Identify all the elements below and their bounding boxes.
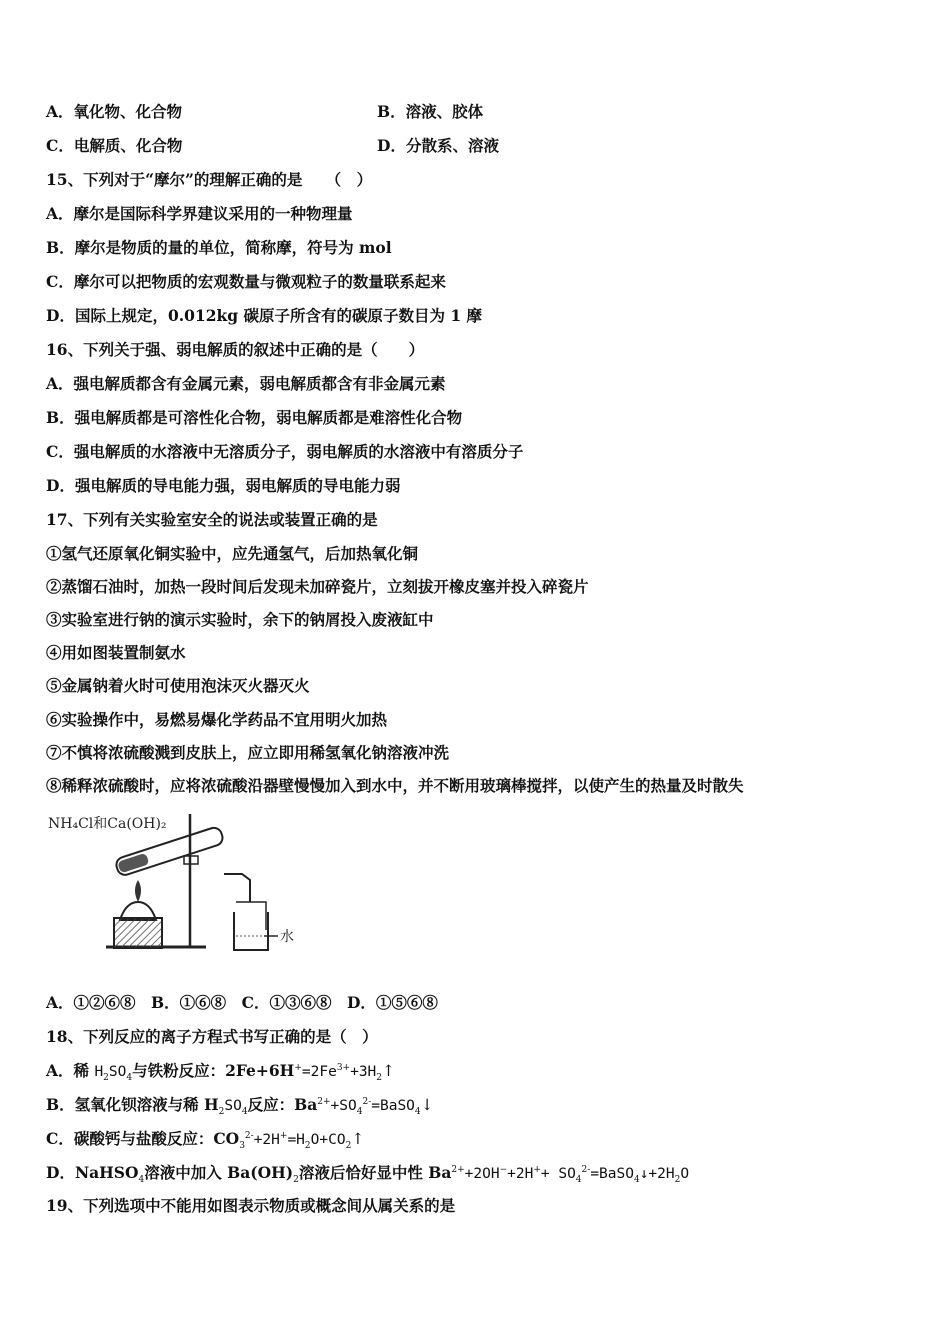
q18-option-a[interactable]: A．稀 $H_2SO_4$与铁粉反应：$2Fe+6H^+=2Fe^{3+}+3H_2↑$ — [46, 1061, 396, 1084]
q14-option-a[interactable]: A．氧化物、化合物 — [46, 102, 183, 121]
q18-c-arrow: ↑ — [351, 1130, 365, 1148]
q15-option-d[interactable]: D．国际上规定，0.012kg 碳原子所含有的碳原子数目为 1 摩 — [46, 306, 483, 325]
q18-stem: 18、下列反应的离子方程式书写正确的是（ ） — [46, 1027, 378, 1046]
q18-d-end: =BaSO — [590, 1166, 634, 1182]
q18-a-tail: =2Fe — [301, 1064, 337, 1080]
figure-reagent-label: NH₄Cl和Ca(OH)₂ — [48, 816, 167, 832]
q18-c-end: =H — [287, 1132, 305, 1148]
delivery-tube — [224, 874, 250, 902]
q18-option-c[interactable]: C．碳酸钙与盐酸反应：$CO_3^{2-}+2H^+=H_2O+CO_2↑$ — [46, 1129, 365, 1152]
q16-option-a[interactable]: A．强电解质都含有金属元素，弱电解质都含有非金属元素 — [46, 374, 446, 393]
beaker — [234, 912, 268, 950]
test-tube — [114, 826, 224, 877]
q18-d-mid4: +2H — [507, 1166, 534, 1182]
flame — [135, 880, 141, 902]
q18-c-text: C．碳酸钙与盐酸反应：CO — [46, 1129, 240, 1148]
q16-option-c[interactable]: C．强电解质的水溶液中无溶质分子，弱电解质的水溶液中有溶质分子 — [46, 442, 524, 461]
q18-a-rest: 与铁粉反应：2Fe+6H — [132, 1061, 295, 1080]
q16-stem: 16、下列关于强、弱电解质的叙述中正确的是（ ） — [46, 340, 425, 359]
q17-item: ②蒸馏石油时，加热一段时间后发现未加碎瓷片，立刻拔开橡皮塞并投入碎瓷片 — [46, 577, 589, 596]
q17-choices[interactable]: A．①②⑥⑧ B．①⑥⑧ C．①③⑥⑧ D．①⑤⑥⑧ — [46, 993, 438, 1012]
q17-item: ③实验室进行钠的演示实验时，余下的钠屑投入废液缸中 — [46, 610, 434, 629]
q17-stem: 17、下列有关实验室安全的说法或装置正确的是 — [46, 510, 378, 529]
figure-water-label: 水 — [280, 929, 294, 945]
q18-option-d[interactable]: D．NaHSO$_4$溶液中加入 $Ba(OH)_2$溶液后恰好显中性 $Ba^{2+}+2OH^-+2H^++$ $SO_4^{2-}=BaSO_4↓+2H_2O$ — [46, 1163, 690, 1186]
q18-c-mid: +2H — [253, 1132, 280, 1148]
q18-d-mid: 溶液中加入 Ba(OH) — [144, 1163, 294, 1182]
q18-d-last: O — [680, 1166, 690, 1182]
q18-option-b[interactable]: B．氢氧化钡溶液与稀 $H_2SO_4$反应：$Ba^{2+}+SO_4^{2-}=BaSO_4↓$ — [46, 1095, 434, 1118]
q18-d-text: D．NaHSO — [46, 1163, 139, 1182]
wooden-block — [114, 918, 162, 948]
q14-option-d[interactable]: D．分散系、溶液 — [377, 136, 499, 155]
q17-item: ④用如图装置制氨水 — [46, 643, 186, 662]
ammonia-apparatus-figure — [46, 810, 306, 960]
q18-a-end: +3H — [350, 1064, 377, 1080]
q15-option-a[interactable]: A．摩尔是国际科学界建议采用的一种物理量 — [46, 204, 353, 223]
q15-stem: 15、下列对于“摩尔”的理解正确的是 （ ） — [46, 170, 373, 189]
q18-d-tail: ↓+2H — [639, 1166, 675, 1182]
q18-b-mid2: +SO — [330, 1098, 357, 1114]
q16-option-b[interactable]: B．强电解质都是可溶性化合物，弱电解质都是难溶性化合物 — [46, 408, 463, 427]
q14-option-b[interactable]: B．溶液、胶体 — [377, 102, 484, 121]
q15-option-b[interactable]: B．摩尔是物质的量的单位，简称摩，符号为 mol — [46, 238, 392, 257]
q18-b-arrow: ↓ — [420, 1096, 434, 1114]
q17-item: ⑤金属钠着火时可使用泡沫灭火器灭火 — [46, 676, 310, 695]
q18-b-mid: 反应：Ba — [247, 1095, 318, 1114]
q19-stem: 19、下列选项中不能用如图表示物质或概念间从属关系的是 — [46, 1196, 456, 1215]
q18-a-formula: H — [94, 1064, 104, 1080]
q18-d-mid3: +2OH — [464, 1166, 500, 1182]
q18-a-text: A．稀 — [46, 1061, 95, 1080]
q15-option-c[interactable]: C．摩尔可以把物质的宏观数量与微观粒子的数量联系起来 — [46, 272, 446, 291]
q17-item: ①氢气还原氧化铜实验中，应先通氢气，后加热氧化铜 — [46, 544, 419, 563]
q17-item: ⑧稀释浓硫酸时，应将浓硫酸沿器壁慢慢加入到水中，并不断用玻璃棒搅拌，以使产生的热量及时散失 — [46, 776, 744, 795]
q18-c-tail: O+CO — [310, 1132, 346, 1148]
delivery-tube-end — [236, 902, 266, 930]
q17-item: ⑦不慎将浓硫酸溅到皮肤上，应立即用稀氢氧化钠溶液冲洗 — [46, 743, 450, 762]
q18-b-end: =BaSO — [371, 1098, 415, 1114]
q16-option-d[interactable]: D．强电解质的导电能力强，弱电解质的导电能力弱 — [46, 476, 401, 495]
q18-b-text: B．氢氧化钡溶液与稀 H — [46, 1095, 219, 1114]
q14-option-c[interactable]: C．电解质、化合物 — [46, 136, 183, 155]
q17-item: ⑥实验操作中，易燃易爆化学药品不宜用明火加热 — [46, 710, 388, 729]
q18-d-mid5: + SO — [540, 1166, 576, 1182]
q18-a-arrow: ↑ — [382, 1062, 396, 1080]
q18-d-mid2: 溶液后恰好显中性 Ba — [298, 1163, 452, 1182]
